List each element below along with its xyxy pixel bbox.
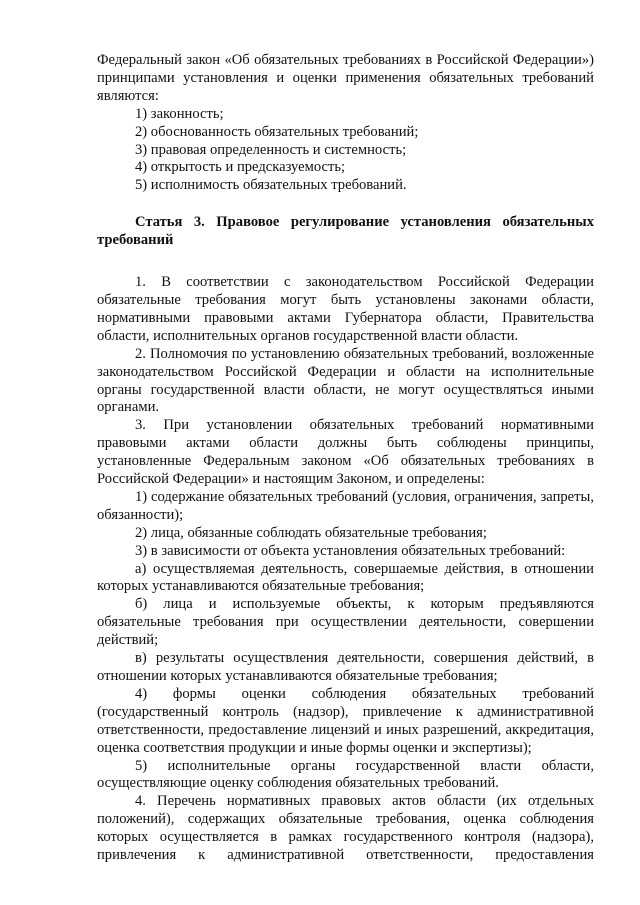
article-paragraph: 1) содержание обязательных требований (условия, ограничения, запреты, обязанности); [97,488,594,523]
article-paragraph: 4. Перечень нормативных правовых актов области (их отдельных положений), содержащих обязательные требования, оценка соблюдения которых осуществляется в рамках государственного контроля (надзора), привлечения к административной ответственности, предоставления [97,793,594,864]
article-paragraph: 3. При установлении обязательных требований нормативными правовыми актами области должны быть соблюдены принципы, установленные Федеральным законом «Об обязательных требованиях в Российской Федерации» и настоящим Законом, и определены: [97,417,594,488]
principle-item: 1) законность; [135,105,224,122]
document-page [97,52,594,865]
intro-paragraph: Федеральный закон «Об обязательных требованиях в Российской Федерации») принципами установления и оценки применения обязательных требований являются: [97,52,594,104]
article-paragraph: 5) исполнительные органы государственной власти области, осуществляющие оценку соблюдения обязательных требований. [97,757,594,792]
principle-item: 3) правовая определенность и системность; [135,141,407,158]
article-heading: Статья 3. Правовое регулирование установления обязательных требований [97,214,594,249]
article-paragraph: 3) в зависимости от объекта установления обязательных требований: [135,542,566,559]
article-paragraph: 2. Полномочия по установлению обязательных требований, возложенные законодательством Российской Федерации и области на исполнительные органы государственной власти области, не могут осуществляться иными органами. [97,345,594,416]
principle-item: 2) обоснованность обязательных требований; [135,123,419,140]
article-paragraph: 1. В соответствии с законодательством Российской Федерации обязательные требования могут быть установлены законами области, нормативными правовыми актами Губернатора области, Правительства области, исполнительных органов государственной власти области. [97,274,594,344]
principle-item: 4) открытость и предсказуемость; [135,159,346,176]
article-paragraph: а) осуществляемая деятельность, совершаемые действия, в отношении которых устанавливаются обязательные требования; [97,560,594,595]
article-paragraph: 2) лица, обязанные соблюдать обязательные требования; [135,524,487,541]
article-paragraph: в) результаты осуществления деятельности, совершения действий, в отношении которых устанавливаются обязательные требования; [97,650,594,684]
principle-item: 5) исполнимость обязательных требований. [135,177,407,194]
article-paragraph: 4) формы оценки соблюдения обязательных требований (государственный контроль (надзор), привлечение к административной ответственности, предоставление лицензий и иных разрешений, аккредитация, оценка соответствия продукции и иные формы оценки и экспертизы); [97,685,594,756]
article-paragraph: б) лица и используемые объекты, к которым предъявляются обязательные требования при осуществлении деятельности, совершении действий; [97,596,594,649]
